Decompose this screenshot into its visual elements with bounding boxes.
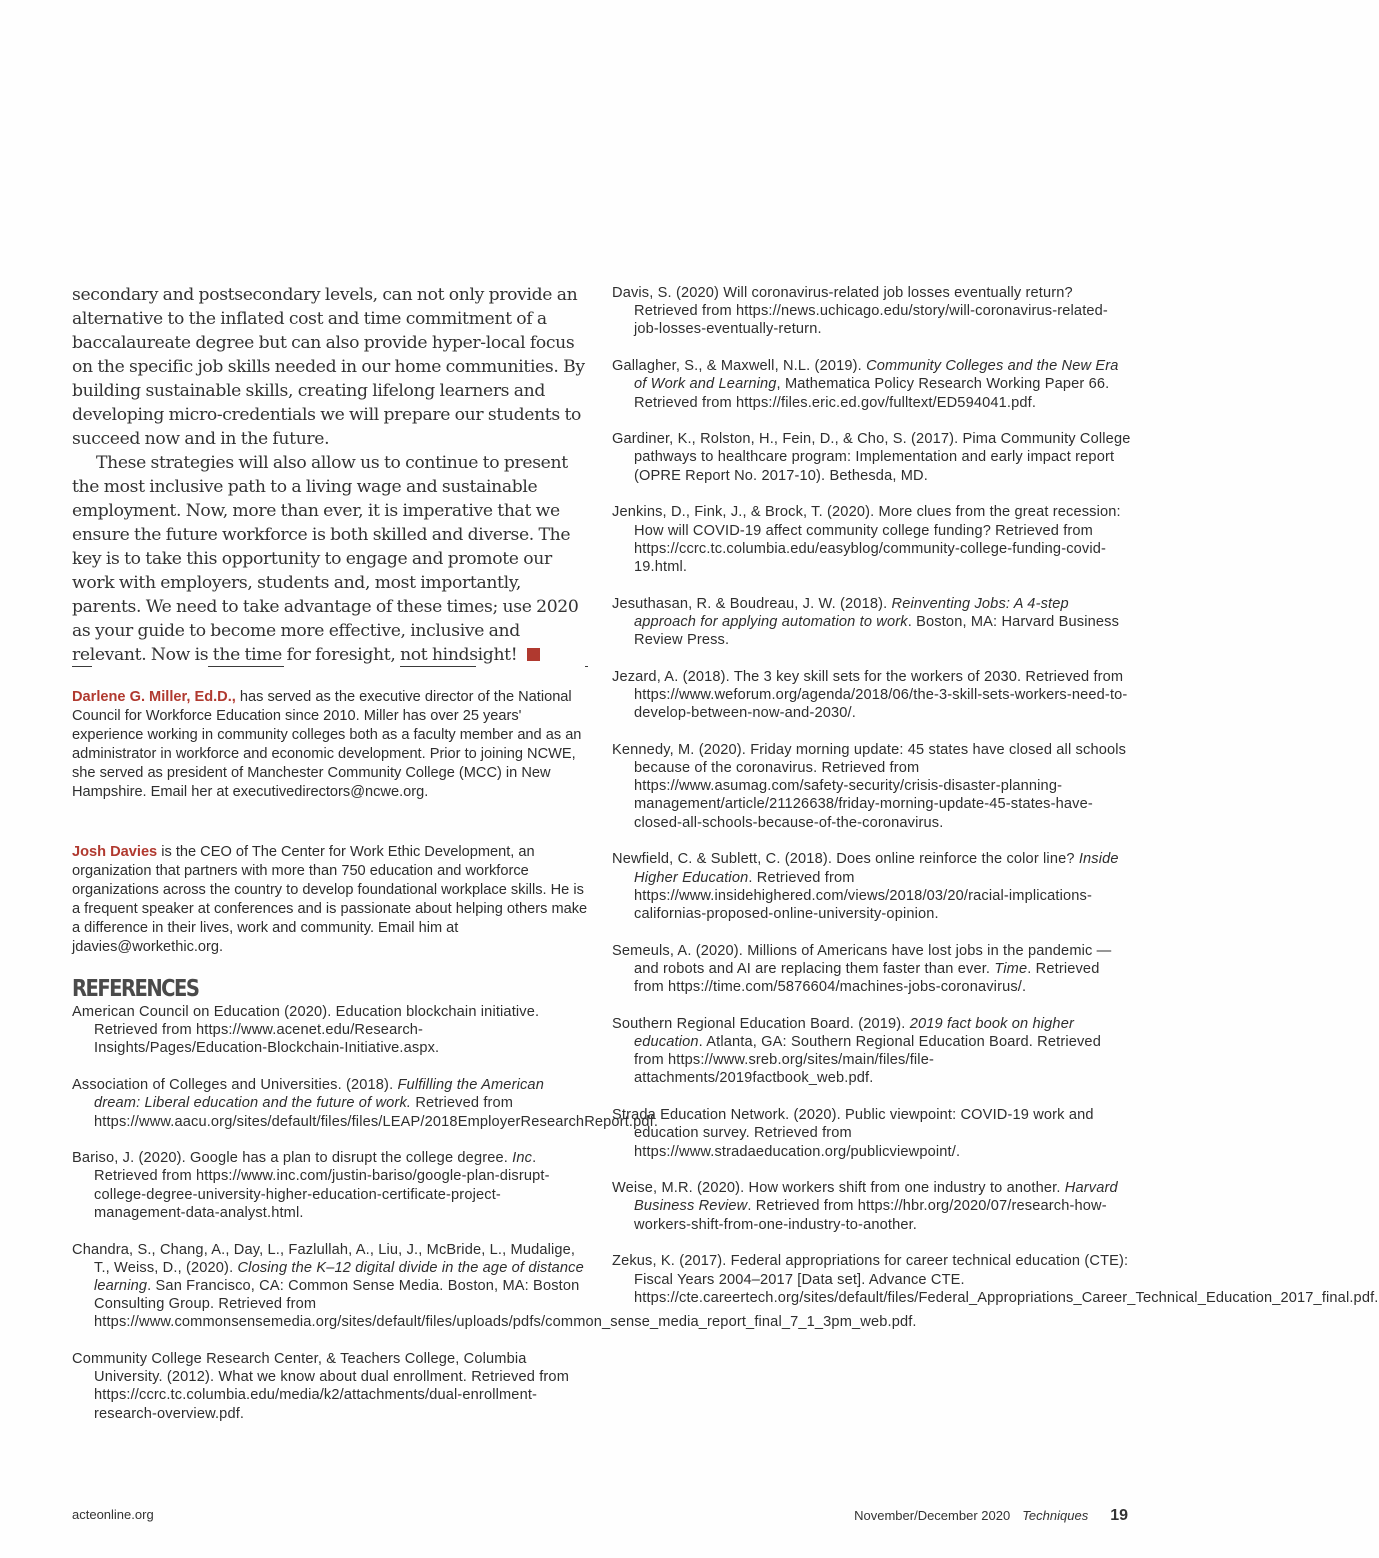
reference-text: Gallagher, S., & Maxwell, N.L. (2019). — [612, 358, 867, 375]
reference-text: . Retrieved from https://hbr.org/2020/07/research-how-workers-shift-from-one-industry-to-another. — [634, 1198, 1107, 1233]
reference-title: Time — [994, 960, 1028, 977]
reference-text: Kennedy, M. (2020). Friday morning update: 45 states have closed all schools because of the coronavirus. Retrieved from https://www.asumag.com/safety-security/crisis-disaster-planning-management/article/21126638/friday-morning-update-45-states-have-closed-all-schools-because-of-the-coronavirus. — [612, 741, 1127, 831]
reference-text: Strada Education Network. (2020). Public viewpoint: COVID-19 work and education survey. Retrieved from https://www.stradaeducation.org/publicviewpoint/. — [612, 1107, 1094, 1160]
reference-text: Chandra, S., Chang, A., Day, L., Fazlullah, A., Liu, J., McBride, L., Mudalige, T., Weiss, D., (2020). — [72, 1241, 576, 1276]
reference-text: Bariso, J. (2020). Google has a plan to disrupt the college degree. — [72, 1150, 513, 1167]
reference-item — [612, 1015, 1132, 1088]
reference-text: Community College Research Center, & Teachers College, Columbia University. (2012). What we know about dual enrollment. Retrieved from https://ccrc.tc.columbia.edu/media/k2/attachments/dual-enrollment-research-overview.pdf. — [72, 1351, 569, 1422]
references-heading: REFERENCES — [72, 976, 199, 1002]
author-bio-text: is the CEO of The Center for Work Ethic Development, an organization that partners with more than 750 education and workforce organizations across the country to develop foundational workplace skills. He is a frequent speaker at conferences and is passionate about helping others make a difference in their lives, work and community. Email him at jdavies@workethic.org. — [72, 844, 588, 955]
reference-title: Community Colleges and the New Era of Work and Learning — [634, 358, 1119, 393]
footer-issue: November/December 2020 — [854, 1508, 1011, 1523]
article-paragraph — [72, 451, 588, 667]
reference-title: Harvard Business Review — [634, 1180, 1118, 1215]
reference-text: Newfield, C. & Sublett, C. (2018). Does online reinforce the color line? — [612, 851, 1079, 868]
reference-item — [612, 942, 1132, 997]
author-name: Josh Davies — [72, 844, 158, 860]
reference-text: . Retrieved from https://www.inc.com/justin-bariso/google-plan-disrupt-college-degree-university-higher-education-certificate-project-management-data-analyst.html. — [94, 1150, 550, 1221]
author-bio — [72, 843, 588, 957]
reference-text: . Boston, MA: Harvard Business Review Press. — [634, 613, 1120, 649]
reference-item — [612, 503, 1132, 576]
author-bio-text: has served as the executive director of the National Council for Workforce Education since 2010. Miller has over 25 years' experience working in community colleges both as a faculty member and as an administrator in workforce and economic development. Prior to joining NCWE, she served as president of Manchester Community College (MCC) in New Hampshire. Email her at executivedirectors@ncwe.org. — [72, 689, 582, 800]
reference-title: Closing the K–12 digital divide in the age of distance learning — [94, 1259, 584, 1294]
reference-item — [612, 850, 1132, 923]
reference-text: . Atlanta, GA: Southern Regional Education Board. Retrieved from https://www.sreb.org/sites/main/files/file-attachments/2019factbook_web.pdf. — [634, 1034, 1101, 1087]
section-divider — [72, 666, 588, 668]
reference-text: . Retrieved from https://www.insidehighered.com/views/2018/03/20/racial-implications-californias-proposed-online-university-opinion. — [634, 869, 1092, 922]
reference-text: . San Francisco, CA: Common Sense Media. Boston, MA: Boston Consulting Group. Retrieved from https://www.commonsensemedia.org/sites/default/files/uploads/pdfs/common_sense_media_report_final_7_1_3pm_web.pdf. — [94, 1277, 917, 1331]
reference-item — [612, 1179, 1132, 1234]
reference-text: Jesuthasan, R. & Boudreau, J. W. (2018). — [612, 595, 892, 612]
reference-item — [612, 668, 1132, 723]
reference-text: Jenkins, D., Fink, J., & Brock, T. (2020). More clues from the great recession: How will COVID-19 affect community college funding? Retrieved from https://ccrc.tc.columbia.edu/easyblog/community-college-funding-covid-19.html. — [612, 504, 1121, 575]
article-body — [72, 283, 588, 667]
reference-title: 2019 fact book on higher education — [634, 1015, 1074, 1050]
page-number: 19 — [1110, 1507, 1128, 1524]
reference-title: Inside Higher Education — [634, 851, 1119, 886]
reference-text: Davis, S. (2020) Will coronavirus-related job losses eventually return? Retrieved from https://news.uchicago.edu/story/will-coronavirus-related-job-losses-eventually-return. — [612, 285, 1108, 338]
author-bio — [72, 688, 588, 802]
reference-text: Retrieved from https://www.aacu.org/sites/default/files/files/LEAP/2018EmployerResearchReport.pdf. — [94, 1095, 659, 1130]
reference-item — [612, 430, 1132, 485]
footer-issue-info — [854, 1507, 1128, 1525]
reference-item — [612, 284, 1132, 339]
reference-item — [72, 1003, 592, 1058]
reference-item — [612, 1106, 1132, 1161]
reference-text: Southern Regional Education Board. (2019). — [612, 1015, 910, 1032]
reference-text: Semeuls, A. (2020). Millions of Americans have lost jobs in the pandemic — and robots and AI are replacing them faster than ever. — [612, 942, 1112, 977]
reference-text: American Council on Education (2020). Education blockchain initiative. Retrieved from https://www.acenet.edu/Research-Insights/Pages/Education-Blockchain-Initiative.aspx. — [72, 1004, 540, 1057]
reference-title: Inc — [512, 1150, 533, 1167]
reference-item — [612, 357, 1132, 412]
reference-item — [72, 1149, 592, 1222]
reference-item — [612, 595, 1132, 650]
reference-item — [72, 1350, 592, 1423]
author-name: Darlene G. Miller, Ed.D., — [72, 689, 236, 705]
reference-title: Fulfilling the American dream: Liberal education and the future of work. — [94, 1077, 544, 1112]
footer-publication: Techniques — [1022, 1508, 1089, 1523]
reference-item — [72, 1241, 917, 1332]
reference-title: Reinventing Jobs: A 4-step approach for applying automation to work — [634, 595, 1069, 630]
reference-text: Jezard, A. (2018). The 3 key skill sets for the workers of 2030. Retrieved from https://www.weforum.org/agenda/2018/06/the-3-skill-sets-workers-need-to-develop-between-now-and-2030/. — [612, 668, 1128, 722]
reference-item — [72, 1076, 659, 1131]
reference-text: Zekus, K. (2017). Federal appropriations for career technical education (CTE): Fiscal Years 2004–2017 [Data set]. Advance CTE. https://cte.careertech.org/sites/default/files/Federal_Appropriations_Career_Technical_Education_2017_final.pdf. — [612, 1253, 1379, 1306]
end-mark-icon — [527, 648, 540, 661]
reference-text: , Mathematica Policy Research Working Paper 66. Retrieved from https://files.eric.ed.gov/fulltext/ED594041.pdf. — [634, 376, 1110, 411]
reference-item — [612, 1252, 1379, 1307]
reference-text: Gardiner, K., Rolston, H., Fein, D., & Cho, S. (2017). Pima Community College pathways to healthcare program: Implementation and early impact report (OPRE Report No. 2017-10). Bethesda, MD. — [612, 431, 1131, 484]
reference-list — [612, 284, 1379, 1307]
reference-text: . Retrieved from https://time.com/5876604/machines-jobs-coronavirus/. — [634, 960, 1100, 996]
footer-website: acteonline.org — [72, 1507, 154, 1522]
reference-text: Weise, M.R. (2020). How workers shift from one industry to another. — [612, 1180, 1065, 1197]
article-paragraph-text: These strategies will also allow us to continue to present the most inclusive path to a living wage and sustainable employment. Now, more than ever, it is imperative that we ensure the future workforce is both skilled and diverse. The key is to take this opportunity to engage and promote our work with employers, students and, most importantly, parents. We need to take advantage of these times; use 2020 as your guide to become more effective, inclusive and relevant. Now is the time for foresight, not hindsight! — [72, 453, 579, 665]
references-right — [612, 284, 1379, 1325]
reference-text: Association of Colleges and Universities. (2018). — [72, 1077, 398, 1094]
article-paragraph: secondary and postsecondary levels, can not only provide an alternative to the inflated cost and time commitment of a baccalaureate degree but can also provide hyper-local focus on the specific job skills needed in our home communities. By building sustainable skills, creating lifelong learners and developing micro-credentials we will prepare our students to succeed now and in the future. — [72, 285, 585, 449]
reference-item — [612, 741, 1132, 832]
